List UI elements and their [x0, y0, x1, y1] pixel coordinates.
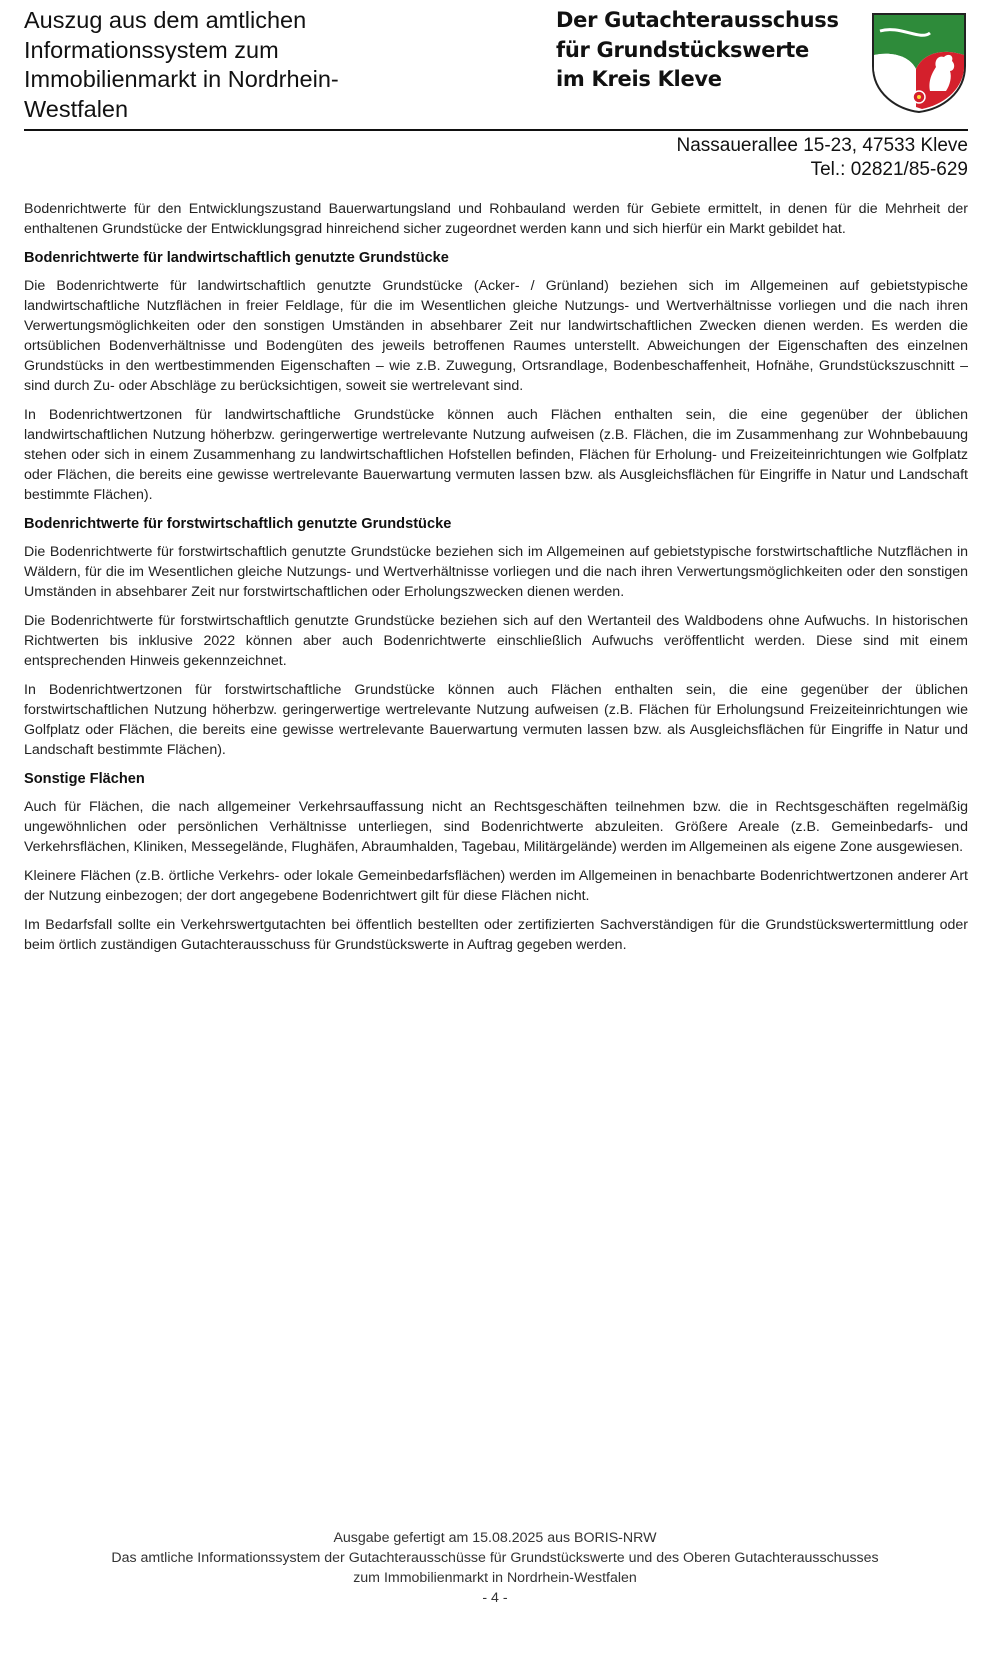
- forest-paragraph-2: Die Bodenrichtwerte für forstwirtschaftlich genutzte Grundstücke beziehen sich auf den Wertanteil des Waldbodens ohne Aufwuchs. In historischen Richtwerten bis inklusive 2022 können aber auch Bodenrichtwerte einschließlich Aufwuchs veröffentlicht werden. Diese sind mit einem entsprechenden Hinweis gekennzeichnet.: [24, 613, 968, 669]
- section-heading-other: Sonstige Flächen: [24, 771, 145, 787]
- office-address: [676, 134, 968, 182]
- header-title-left: Auszug aus dem amtlichen Informationssystem zum Immobilienmarkt in Nordrhein- Westfalen: [24, 7, 339, 122]
- header-title-right: Der Gutachterausschuss für Grundstückswerte im Kreis Kleve: [556, 8, 839, 91]
- other-paragraph-3: Im Bedarfsfall sollte ein Verkehrswertgutachten bei öffentlich bestellten oder zertifizierten Sachverständigen für die Grundstückswertermittlung oder beim örtlich zuständigen Gutachterausschuss für Grundstückswerte in Auftrag gegeben werden.: [24, 917, 968, 953]
- document-body: [24, 199, 968, 964]
- forest-paragraph-3: In Bodenrichtwertzonen für forstwirtschaftliche Grundstücke können auch Flächen enthalten sein, die eine gegenüber der üblichen forstwirtschaftlichen Nutzung höherbzw. geringerwertige wertrelevante Nutzung aufweisen (z.B. Flächen für Erholungsund Freizeiteinrichtungen wie Golfplatz oder Flächen, die bereits eine gewisse wertrelevante Bauerwartung vermuten lassen bzw. als Ausgleichsflächen für Eingriffe in Natur und Landschaft bestimmte Flächen).: [24, 682, 968, 758]
- section-heading-agri: Bodenrichtwerte für landwirtschaftlich genutzte Grundstücke: [24, 250, 449, 266]
- agri-paragraph-2: In Bodenrichtwertzonen für landwirtschaftliche Grundstücke können auch Flächen enthalten sein, die eine gegenüber der üblichen landwirtschaftlichen Nutzung höherbzw. geringerwertige wertrelevante Nutzung aufweisen (z.B. Flächen, die im Zusammenhang zur Wohnbebauung stehen oder sich in einem Zusammenhang zu landwirtschaftlichen Hofstellen befinden, Flächen für Erholung- und Freizeiteinrichtungen wie Golfplatz oder Flächen, die bereits eine gewisse wertrelevante Bauerwartung vermuten lassen bzw. als Ausgleichsflächen für Eingriffe in Natur und Landschaft bestimmte Flächen).: [24, 407, 968, 503]
- header-divider: [24, 129, 968, 131]
- address-phone: Tel.: 02821/85-629: [810, 159, 968, 180]
- nrw-coat-of-arms-icon: [870, 11, 968, 114]
- footer-system-line: Das amtliche Informationssystem der Gutachterausschüsse für Grundstückswerte und des Oberen Gutachterausschusses: [111, 1550, 879, 1566]
- other-paragraph-2: Kleinere Flächen (z.B. örtliche Verkehrs- oder lokale Gemeinbedarfsflächen) werden im Allgemeinen in benachbarte Bodenrichtwertzonen anderer Art der Nutzung einbezogen; der dort angegebene Bodenrichtwert gilt für diese Flächen nicht.: [24, 868, 968, 904]
- page-footer: [0, 1528, 990, 1608]
- footer-issued-line: Ausgabe gefertigt am 15.08.2025 aus BORIS-NRW: [333, 1530, 657, 1546]
- other-paragraph-1: Auch für Flächen, die nach allgemeiner Verkehrsauffassung nicht an Rechtsgeschäften teilnehmen bzw. die in Rechtsgeschäften regelmäßig ungewöhnlichen oder persönlichen Verhältnisse unterliegen, sind Bodenrichtwerte abzuleiten. Größere Areale (z.B. Gemeinbedarfs- und Verkehrsflächen, Kliniken, Messegelände, Flughäfen, Abraumhalden, Tagebau, Militärgelände) werden im Allgemeinen als eigene Zone ausgewiesen.: [24, 799, 968, 855]
- footer-region-line: zum Immobilienmarkt in Nordrhein-Westfalen: [353, 1570, 637, 1586]
- page-number: - 4 -: [482, 1590, 508, 1606]
- intro-paragraph: Bodenrichtwerte für den Entwicklungszustand Bauerwartungsland und Rohbauland werden für Gebiete ermittelt, in denen für die Mehrheit der enthaltenen Grundstücke der Entwicklungsgrad hinreichend sicher zugeordnet werden kann und sich hierfür ein Markt gebildet hat.: [24, 201, 968, 237]
- section-heading-forest: Bodenrichtwerte für forstwirtschaftlich genutzte Grundstücke: [24, 516, 452, 532]
- address-street: Nassauerallee 15-23, 47533 Kleve: [676, 135, 968, 156]
- forest-paragraph-1: Die Bodenrichtwerte für forstwirtschaftlich genutzte Grundstücke beziehen sich im Allgemeinen auf gebietstypische forstwirtschaftliche Nutzflächen in Wäldern, für die im Wesentlichen gleiche Nutzungs- und Wertverhältnisse vorliegen und die nach ihren Verwertungsmöglichkeiten oder den sonstigen Umständen in absehbarer Zeit nur forstwirtschaftlichen oder Erholungszwecken dienen werden.: [24, 544, 968, 600]
- agri-paragraph-1: Die Bodenrichtwerte für landwirtschaftlich genutzte Grundstücke (Acker- / Grünland) beziehen sich im Allgemeinen auf gebietstypische landwirtschaftliche Nutzflächen in freier Feldlage, für die im Wesentlichen gleiche Nutzungs- und Wertverhältnisse vorliegen und die nach ihren Verwertungsmöglichkeiten oder den sonstigen Umständen in absehbarer Zeit nur landwirtschaftlichen Zwecken dienen werden. Es werden die ortsüblichen Bodenverhältnisse und Bodengüten des jeweils betroffenen Raumes unterstellt. Abweichungen der Eigenschaften des einzelnen Grundstücks in den wertbestimmenden Eigenschaften – wie z.B. Zuwegung, Ortsrandlage, Bodenbeschaffenheit, Hofnähe, Grundstückszuschnitt – sind durch Zu- oder Abschläge zu berücksichtigen, soweit sie wertrelevant sind.: [24, 278, 968, 394]
